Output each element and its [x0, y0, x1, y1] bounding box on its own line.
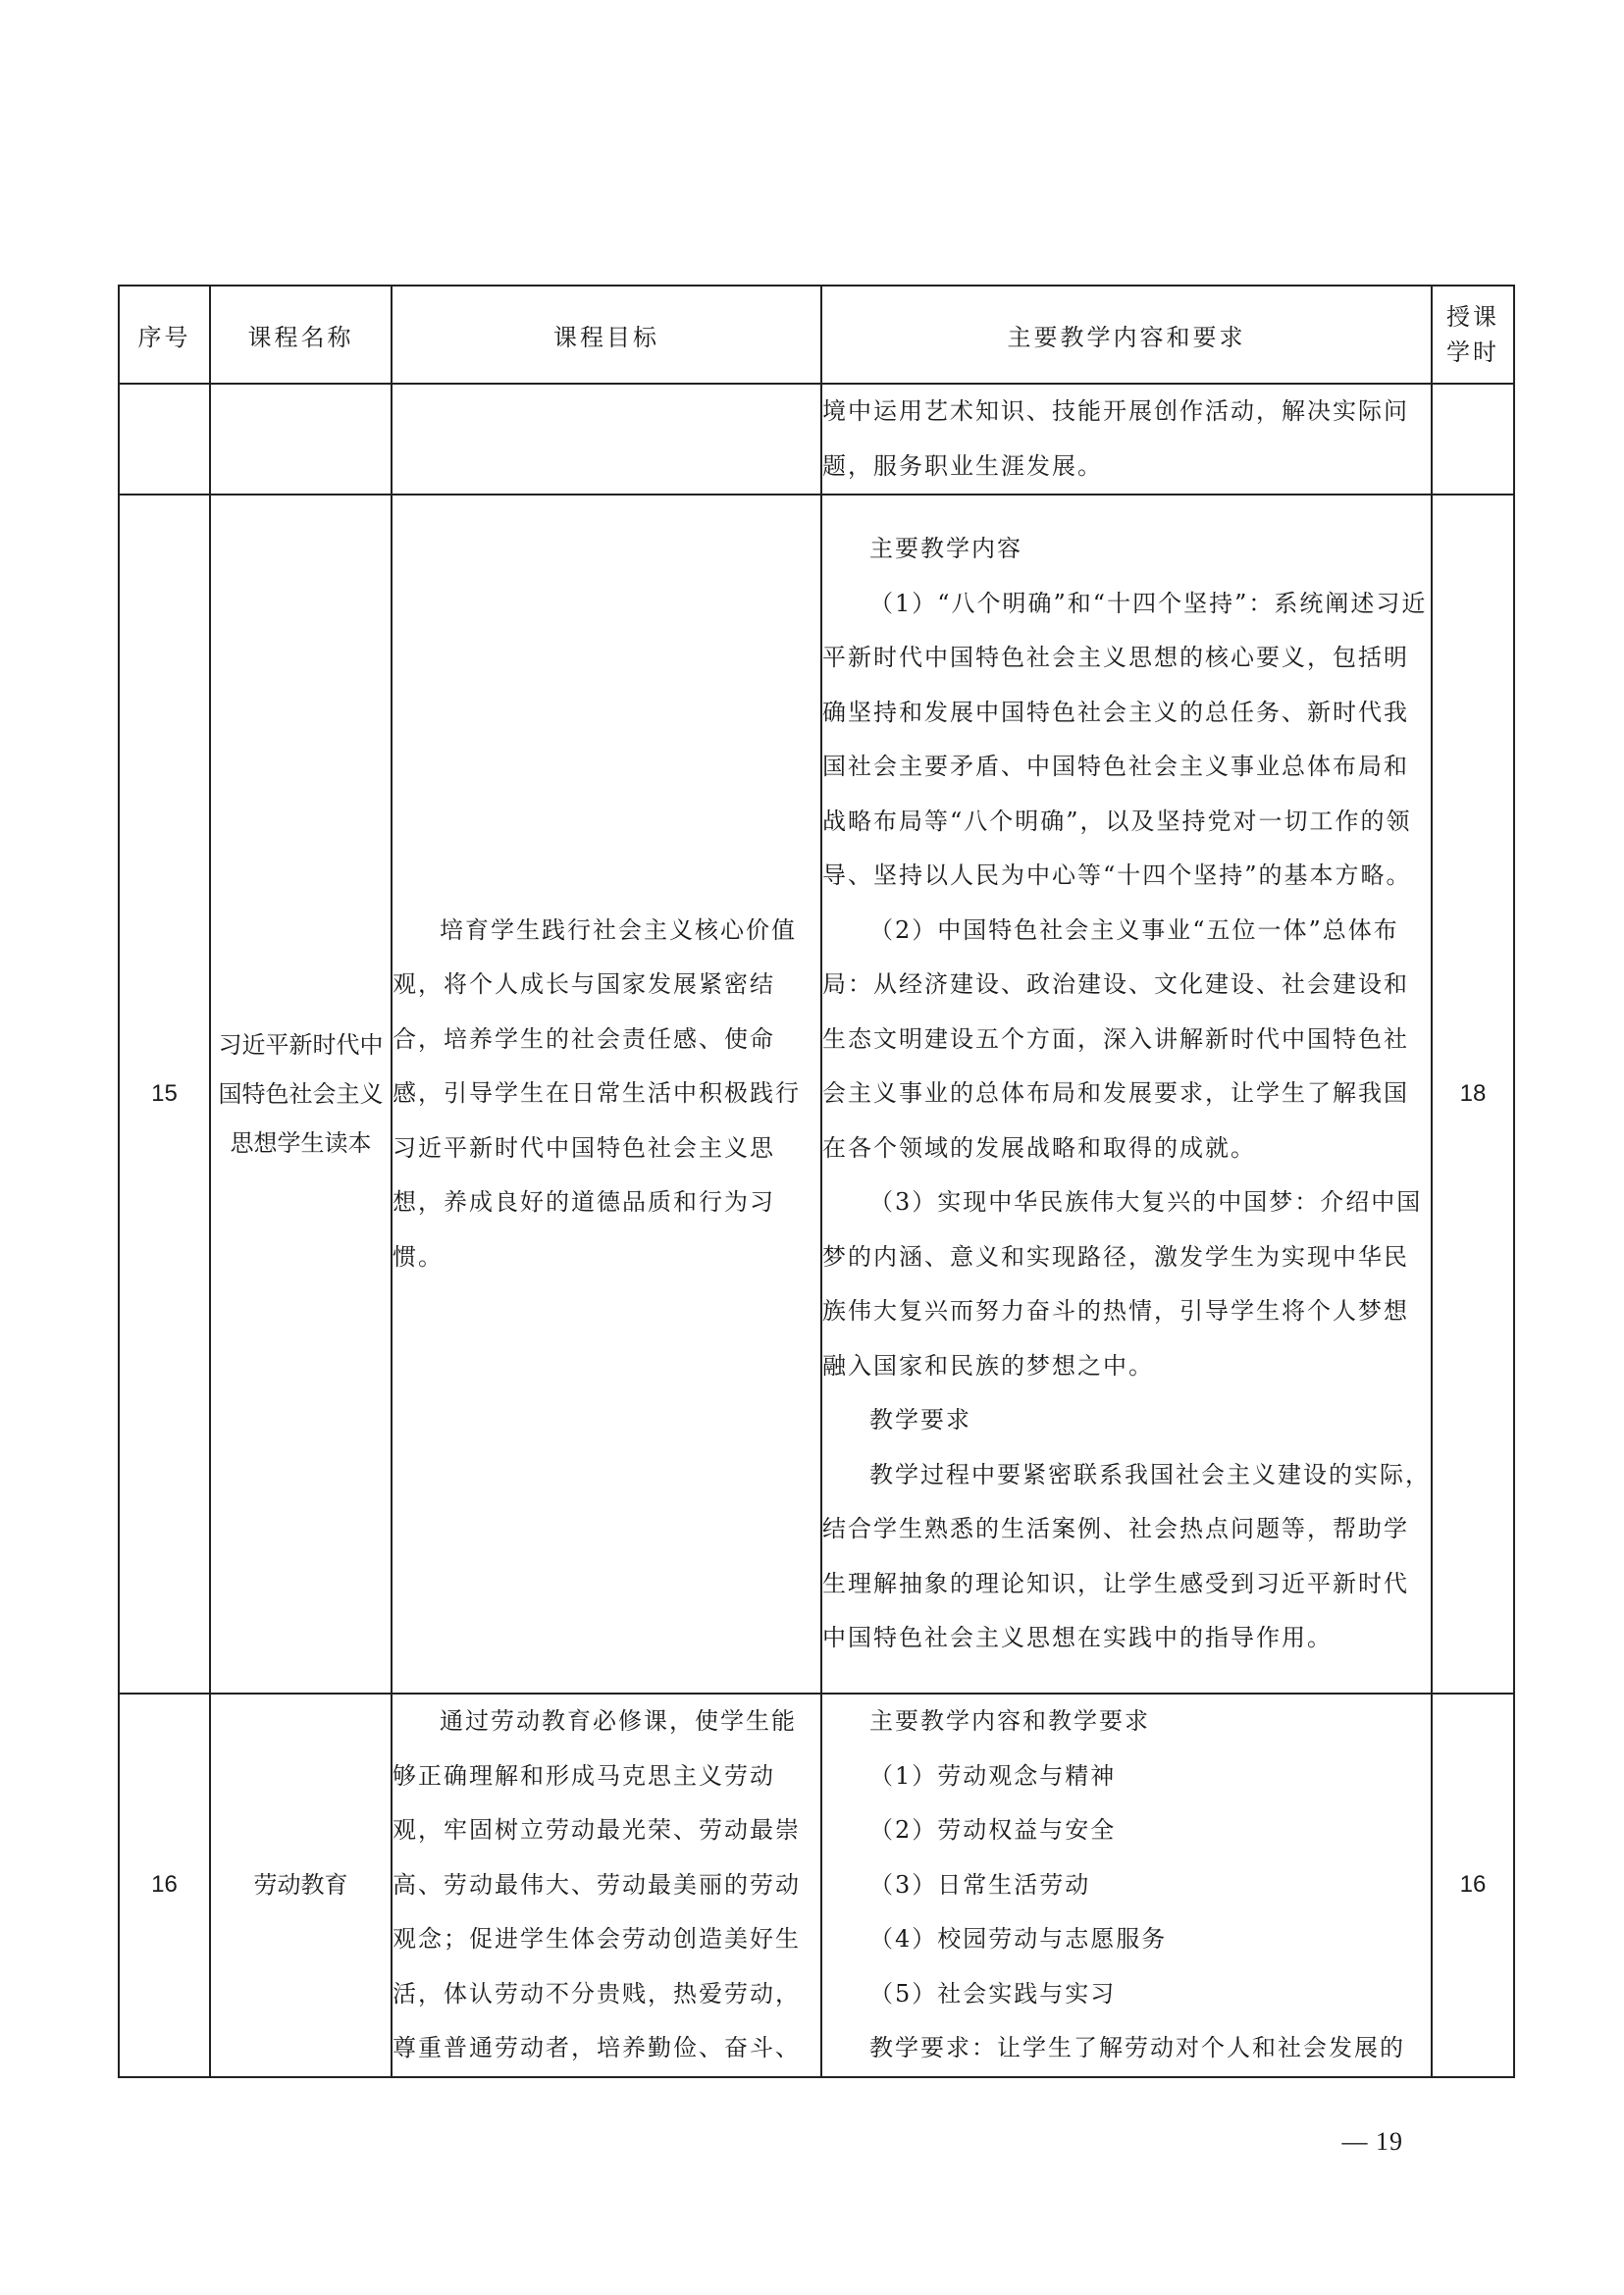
row15-hours: 18 [1432, 495, 1514, 1694]
row16-item-2: （2）劳动权益与安全 [869, 1816, 1117, 1844]
course-table [118, 285, 1515, 2078]
header-hours-line1: 授课 [1446, 303, 1499, 331]
row16-item-5: （5）社会实践与实习 [869, 1979, 1117, 2008]
cell-content-continuation [821, 384, 1432, 495]
row16-index: 16 [119, 1694, 210, 2077]
row15-content-p3: （3）实现中华民族伟大复兴的中国梦：介绍中国梦的内涵、意义和实现路径，激发学生为实现中华民族伟大复兴而努力奋斗的热情，引导学生将个人梦想融入国家和民族的梦想之中。 [822, 1188, 1423, 1380]
header-content-requirements: 主要教学内容和要求 [821, 286, 1432, 384]
row16-item-1: （1）劳动观念与精神 [869, 1761, 1117, 1790]
row15-req-p1: 教学过程中要紧密联系我国社会主义建设的实际，结合学生熟悉的生活案例、社会热点问题等，帮助学生理解抽象的理论知识，让学生感受到习近平新时代中国特色社会主义思想在实践中的指导作用。 [822, 1460, 1431, 1652]
page-number: — 19 [1341, 2127, 1403, 2156]
row16-item-3: （3）日常生活劳动 [869, 1870, 1091, 1899]
header-course-goal: 课程目标 [392, 286, 821, 384]
table-row-16 [119, 1694, 1514, 2077]
row15-req-heading: 教学要求 [869, 1406, 971, 1434]
row16-goal-text: 通过劳动教育必修课，使学生能够正确理解和形成马克思主义劳动观，牢固树立劳动最光荣、劳动最崇高、劳动最伟大、劳动最美丽的劳动观念；促进学生体会劳动创造美好生活，体认劳动不分贵贱，热爱劳动，尊重普通劳动者，培养勤俭、奋斗、 [393, 1707, 801, 2061]
header-course-name: 课程名称 [210, 286, 392, 384]
row15-content-p2: （2）中国特色社会主义事业“五位一体”总体布局：从经济建设、政治建设、文化建设、社会建设和生态文明建设五个方面，深入讲解新时代中国特色社会主义事业的总体布局和发展要求，让学生了解我国在各个领域的发展战略和取得的成就。 [822, 915, 1409, 1162]
row15-course-name: 习近平新时代中国特色社会主义思想学生读本 [210, 495, 392, 1694]
cell-index-empty [119, 384, 210, 495]
row16-content [821, 1694, 1432, 2077]
row15-goal-text: 培育学生践行社会主义核心价值观，将个人成长与国家发展紧密结合，培养学生的社会责任感、使命感，引导学生在日常生活中积极践行习近平新时代中国特色社会主义思想，养成良好的道德品质和行为习惯。 [393, 915, 801, 1271]
row15-course-goal [392, 495, 821, 1694]
cell-hours-empty [1432, 384, 1514, 495]
row15-content [821, 495, 1432, 1694]
table-row-continuation [119, 384, 1514, 495]
row16-hours: 16 [1432, 1694, 1514, 2077]
row16-course-goal [392, 1694, 821, 2077]
row15-index: 15 [119, 495, 210, 1694]
row16-req-line: 教学要求：让学生了解劳动对个人和社会发展的 [869, 2034, 1405, 2061]
row16-content-heading: 主要教学内容和教学要求 [869, 1707, 1150, 1735]
header-index: 序号 [119, 286, 210, 384]
header-teaching-hours [1432, 286, 1514, 384]
row16-course-name: 劳动教育 [210, 1694, 392, 2077]
header-hours-line2: 学时 [1446, 339, 1499, 366]
table-header-row [119, 286, 1514, 384]
continuation-text: 境中运用艺术知识、技能开展创作活动，解决实际问题，服务职业生涯发展。 [822, 397, 1409, 480]
row15-content-p1: （1）“八个明确”和“十四个坚持”：系统阐述习近平新时代中国特色社会主义思想的核心要义，包括明确坚持和发展中国特色社会主义的总任务、新时代我国社会主要矛盾、中国特色社会主义事业总体布局和战略布局等“八个明确”，以及坚持党对一切工作的领导、坚持以人民为中心等“十四个坚持”的基本方略。 [822, 589, 1428, 890]
row15-content-heading: 主要教学内容 [869, 535, 1022, 563]
row16-item-4: （4）校园劳动与志愿服务 [869, 1925, 1168, 1953]
cell-goal-empty [392, 384, 821, 495]
table-row-15 [119, 495, 1514, 1694]
cell-name-empty [210, 384, 392, 495]
